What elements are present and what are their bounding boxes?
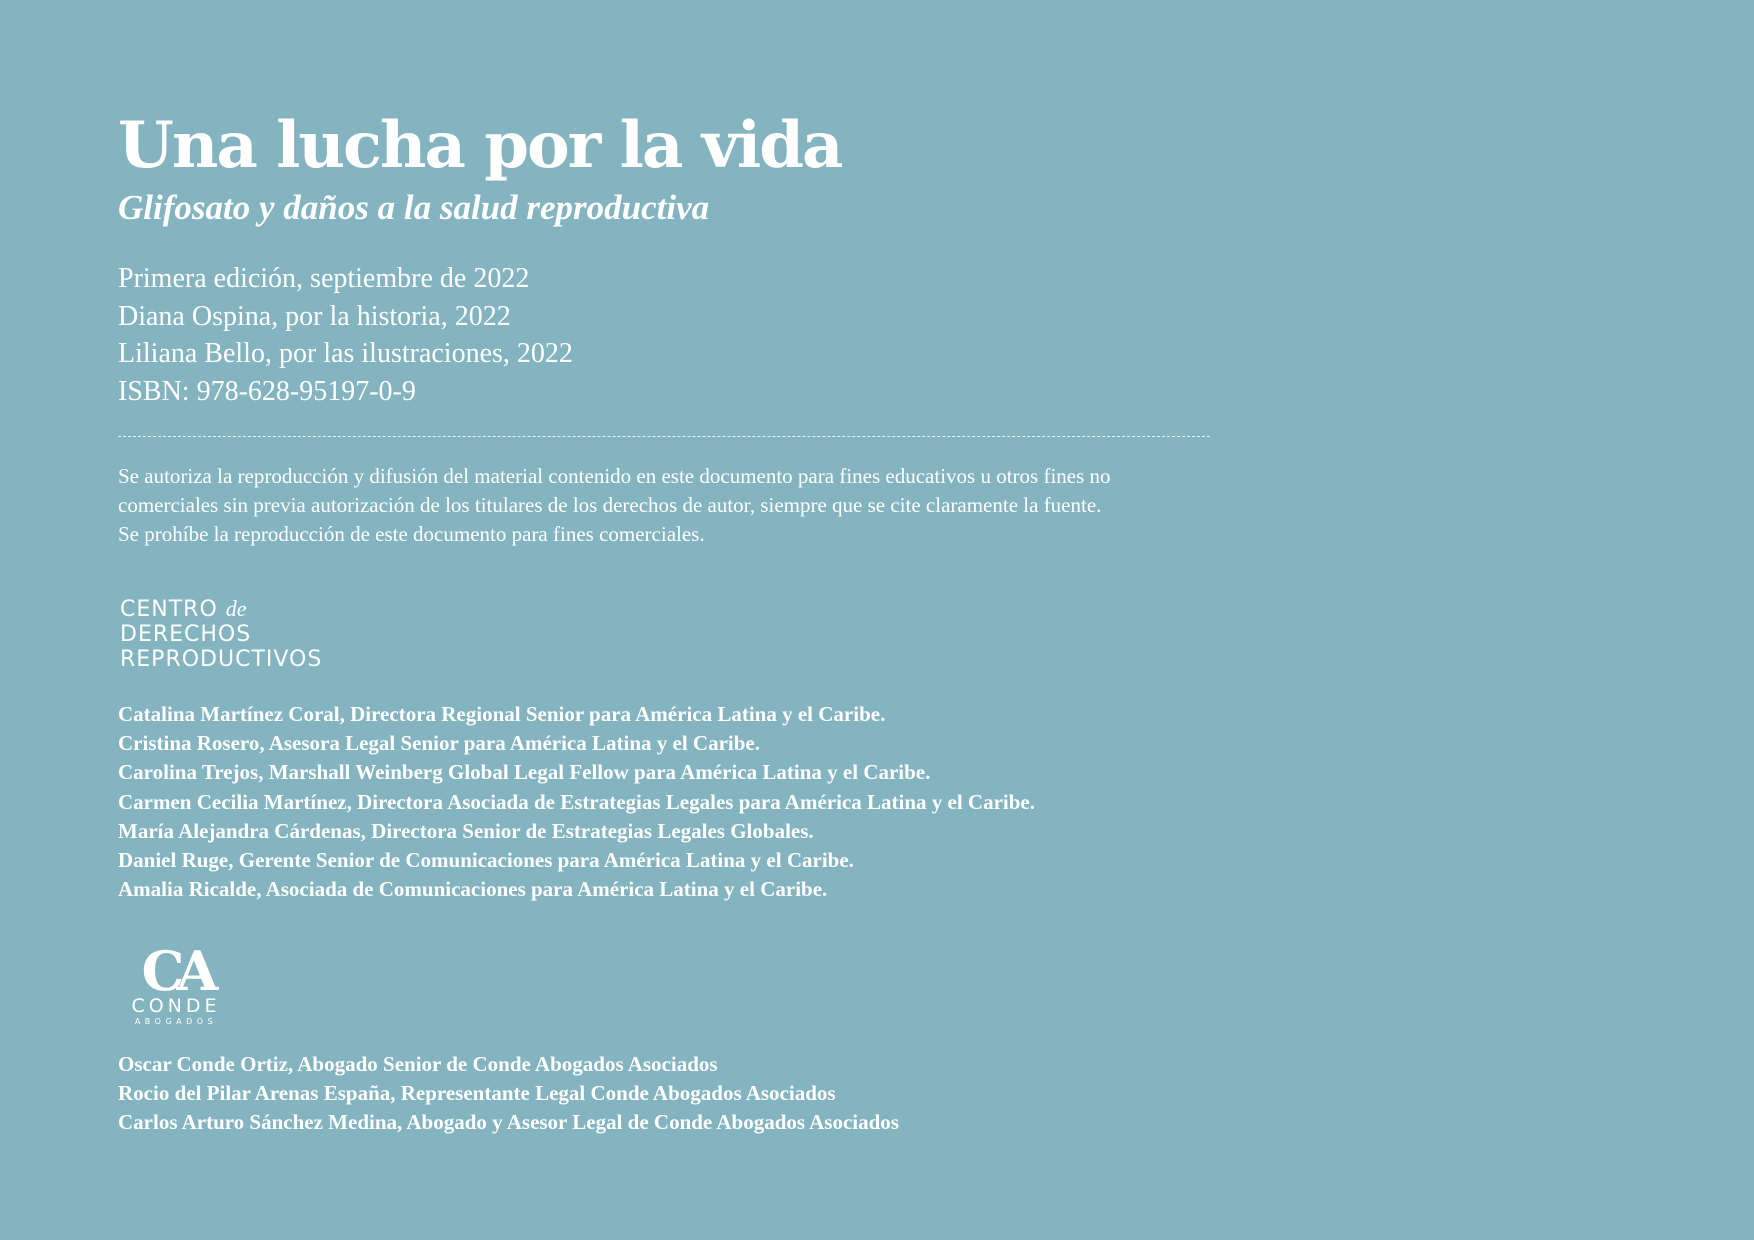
book-title: Una lucha por la vida xyxy=(118,108,842,183)
license-notice xyxy=(118,462,1318,549)
conde-staff-list xyxy=(118,1050,899,1138)
staff-credit: Carolina Trejos, Marshall Weinberg Global Legal Fellow para América Latina y el Caribe. xyxy=(118,760,931,785)
license-line: Se prohíbe la reproducción de este documento para fines comerciales. xyxy=(118,522,705,546)
staff-credit: Carlos Arturo Sánchez Medina, Abogado y Asesor Legal de Conde Abogados Asociados xyxy=(118,1110,899,1135)
staff-credit: Oscar Conde Ortiz, Abogado Senior de Conde Abogados Asociados xyxy=(118,1052,718,1076)
staff-credit: Amalia Ricalde, Asociada de Comunicaciones para América Latina y el Caribe. xyxy=(118,877,828,902)
staff-credit: Carmen Cecilia Martínez, Directora Asociada de Estrategias Legales para América Latina y el Caribe. xyxy=(118,789,1035,814)
conde-name: CONDE xyxy=(131,995,221,1017)
license-line: comerciales sin previa autorización de los titulares de los derechos de autor, siempre que se cite claramente la fuente. xyxy=(118,493,1102,517)
staff-credit: Cristina Rosero, Asesora Legal Senior para América Latina y el Caribe. xyxy=(118,731,760,756)
centro-derechos-reproductivos-logo xyxy=(120,596,322,672)
edition-info xyxy=(118,260,573,410)
conde-tagline: ABOGADOS xyxy=(134,1017,218,1026)
logo-word-centro: CENTRO xyxy=(120,597,218,622)
conde-abogados-logo xyxy=(118,938,234,1032)
logo-word-reproductivos: REPRODUCTIVOS xyxy=(120,647,323,672)
staff-credit: Daniel Ruge, Gerente Senior de Comunicaciones para América Latina y el Caribe. xyxy=(118,848,854,873)
isbn-line: ISBN: 978-628-95197-0-9 xyxy=(118,375,416,407)
conde-monogram: CA xyxy=(141,939,211,1003)
logo-word-derechos: DERECHOS xyxy=(120,622,252,647)
dashed-divider xyxy=(118,436,1210,437)
illustration-credit-line: Liliana Bello, por las ilustraciones, 2022 xyxy=(118,338,573,369)
logo-word-de: de xyxy=(225,596,247,621)
staff-credit: María Alejandra Cárdenas, Directora Senior de Estrategias Legales Globales. xyxy=(118,818,814,843)
staff-credit: Rocio del Pilar Arenas España, Representante Legal Conde Abogados Asociados xyxy=(118,1081,836,1106)
story-credit-line: Diana Ospina, por la historia, 2022 xyxy=(118,300,511,332)
book-subtitle: Glifosato y daños a la salud reproductiva xyxy=(118,188,710,227)
edition-line: Primera edición, septiembre de 2022 xyxy=(118,263,530,294)
license-line: Se autoriza la reproducción y difusión del material contenido en este documento para fines educativos u otros fines no xyxy=(118,464,1111,488)
cdr-staff-list xyxy=(118,700,1035,904)
staff-credit: Catalina Martínez Coral, Directora Regional Senior para América Latina y el Caribe. xyxy=(118,702,886,726)
